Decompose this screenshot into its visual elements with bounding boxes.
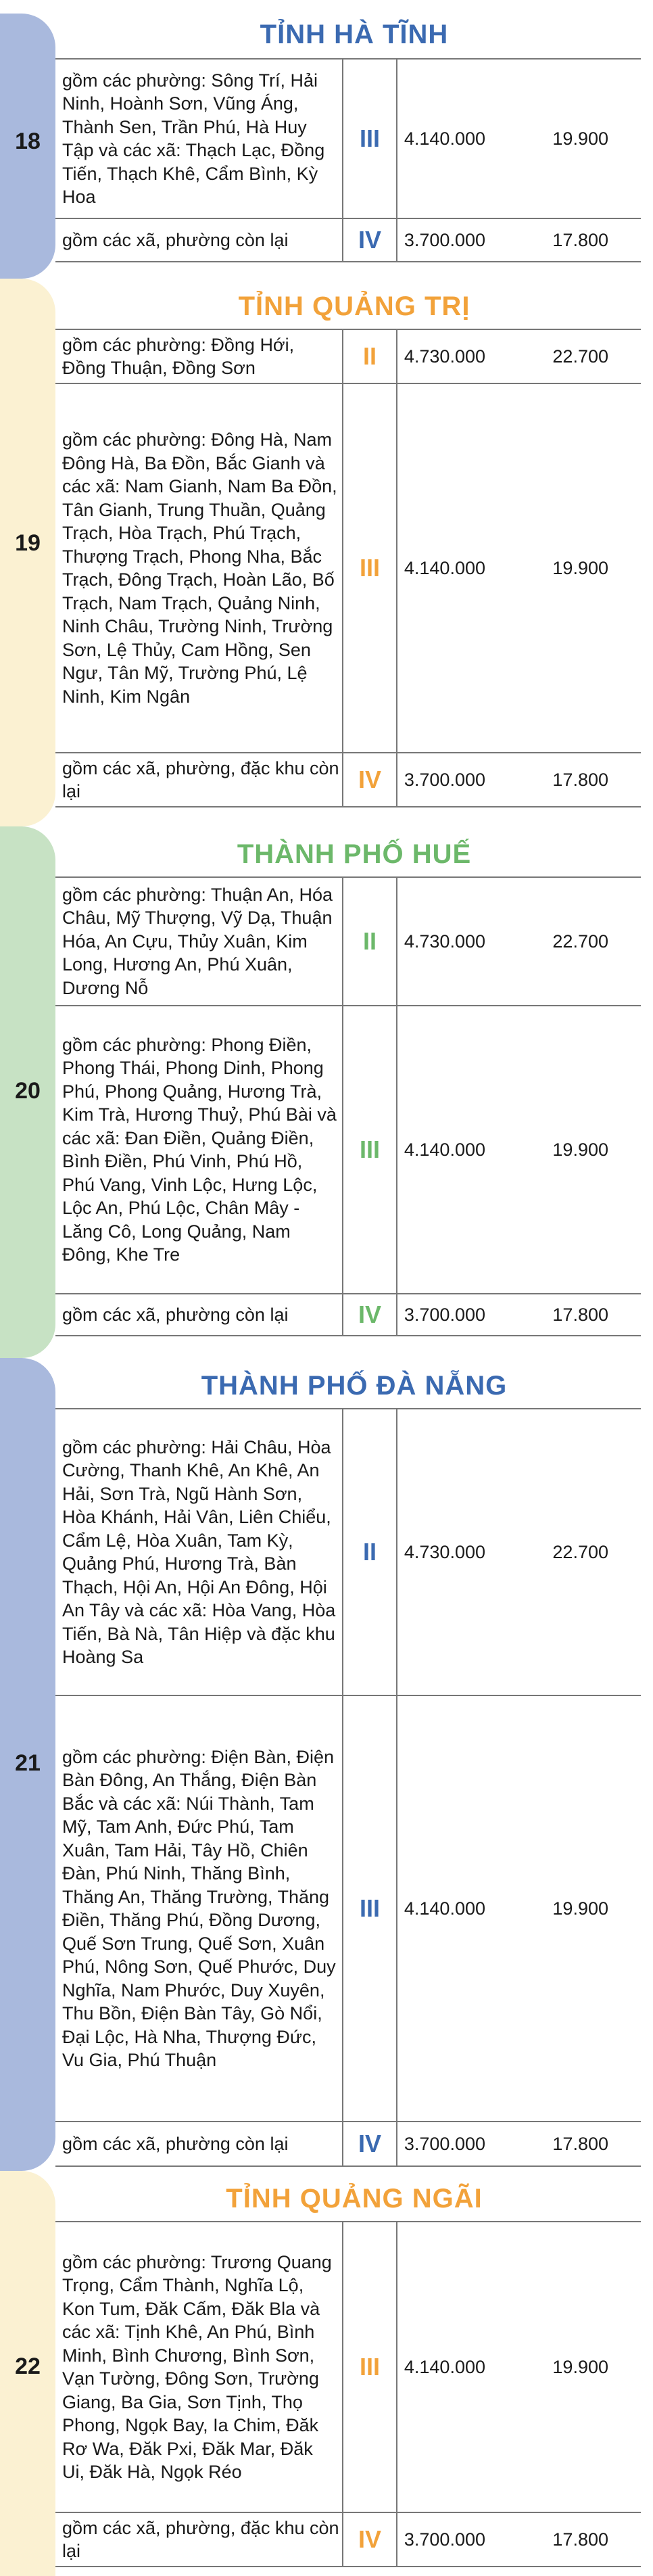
table-row	[55, 1294, 641, 1336]
table-row	[55, 59, 641, 218]
region-class: IV	[343, 2512, 397, 2567]
wage-table	[55, 2221, 641, 2567]
region-class: IV	[343, 2122, 397, 2166]
monthly-wage: 4.140.000	[397, 1006, 492, 1294]
wage-table	[55, 876, 641, 1336]
province-title: TỈNH QUẢNG NGÃI	[226, 2184, 483, 2214]
monthly-wage: 3.700.000	[397, 2122, 492, 2166]
province-title: TỈNH QUẢNG TRỊ	[238, 291, 470, 321]
region-class: III	[343, 2222, 397, 2512]
area-description: gồm các xã, phường, đặc khu còn lại	[55, 2512, 343, 2567]
monthly-wage: 4.140.000	[397, 59, 492, 218]
table-row	[55, 877, 641, 1006]
hourly-wage: 22.700	[492, 877, 641, 1006]
province-section-quang-tri	[0, 279, 653, 826]
table-row	[55, 383, 641, 753]
region-number: 21	[15, 1750, 41, 1776]
table-row	[55, 2512, 641, 2567]
region-class: III	[343, 59, 397, 218]
monthly-wage: 4.140.000	[397, 1695, 492, 2122]
wage-table	[55, 329, 641, 807]
table-row	[55, 2122, 641, 2166]
region-class: IV	[343, 1294, 397, 1336]
province-title: THÀNH PHỐ HUẾ	[237, 839, 472, 869]
area-description: gồm các phường: Phong Điền, Phong Thái, Phong Dinh, Phong Phú, Phong Quảng, Hương Trà, Kim Trà, Hương Thuỷ, Phú Bài và các xã: Đan Điền, Quảng Điền, Bình Điền, Phú Vinh, Phú Hồ, Phú Vang, Vinh Lộc, Hưng Lộc, Lộc An, Phú Lộc, Chân Mây - Lăng Cô, Long Quảng, Nam Đông, Khe Tre	[55, 1006, 343, 1294]
hourly-wage: 17.800	[492, 753, 641, 807]
region-class: IV	[343, 218, 397, 262]
monthly-wage: 3.700.000	[397, 1294, 492, 1336]
table-row	[55, 1695, 641, 2122]
table-row	[55, 329, 641, 383]
province-section-quang-ngai	[0, 2171, 653, 2576]
province-section-da-nang	[0, 1358, 653, 2171]
region-class: II	[343, 877, 397, 1006]
monthly-wage: 4.140.000	[397, 383, 492, 753]
region-number: 20	[15, 1078, 41, 1104]
region-number: 19	[15, 530, 41, 556]
monthly-wage: 3.700.000	[397, 753, 492, 807]
table-row	[55, 2222, 641, 2512]
region-class: II	[343, 329, 397, 383]
hourly-wage: 19.900	[492, 1695, 641, 2122]
monthly-wage: 3.700.000	[397, 218, 492, 262]
region-class: II	[343, 1409, 397, 1695]
hourly-wage: 19.900	[492, 2222, 641, 2512]
province-section-ha-tinh	[0, 0, 653, 279]
area-description: gồm các xã, phường, đặc khu còn lại	[55, 753, 343, 807]
table-row	[55, 218, 641, 262]
area-description: gồm các xã, phường còn lại	[55, 218, 343, 262]
hourly-wage: 17.800	[492, 1294, 641, 1336]
table-row	[55, 753, 641, 807]
hourly-wage: 17.800	[492, 2122, 641, 2166]
hourly-wage: 19.900	[492, 1006, 641, 1294]
area-description: gồm các xã, phường còn lại	[55, 2122, 343, 2166]
wage-table	[55, 58, 641, 262]
area-description: gồm các phường: Sông Trí, Hải Ninh, Hoành Sơn, Vũng Áng, Thành Sen, Trần Phú, Hà Huy Tập và các xã: Thạch Lạc, Đồng Tiến, Thạch Khê, Cẩm Bình, Kỳ Hoa	[55, 59, 343, 218]
area-description: gồm các phường: Điện Bàn, Điện Bàn Đông, An Thắng, Điện Bàn Bắc và các xã: Núi Thành, Tam Mỹ, Tam Anh, Đức Phú, Tam Xuân, Tam Hải, Tây Hồ, Chiên Đàn, Phú Ninh, Thăng Bình, Thăng An, Thăng Trường, Thăng Điền, Thăng Phú, Đồng Dương, Quế Sơn Trung, Quế Sơn, Xuân Phú, Nông Sơn, Quế Phước, Duy Nghĩa, Nam Phước, Duy Xuyên, Thu Bồn, Điện Bàn Tây, Gò Nổi, Đại Lộc, Hà Nha, Thượng Đức, Vu Gia, Phú Thuận	[55, 1695, 343, 2122]
province-section-hue	[0, 826, 653, 1358]
region-number: 18	[15, 128, 41, 154]
hourly-wage: 19.900	[492, 59, 641, 218]
area-description: gồm các phường: Thuận An, Hóa Châu, Mỹ Thượng, Vỹ Dạ, Thuận Hóa, An Cựu, Thủy Xuân, Kim Long, Hương An, Phú Xuân, Dương Nỗ	[55, 877, 343, 1006]
monthly-wage: 4.730.000	[397, 329, 492, 383]
table-row	[55, 1409, 641, 1695]
hourly-wage: 17.800	[492, 2512, 641, 2567]
region-class: III	[343, 1695, 397, 2122]
hourly-wage: 19.900	[492, 383, 641, 753]
table-row	[55, 1006, 641, 1294]
hourly-wage: 22.700	[492, 1409, 641, 1695]
area-description: gồm các phường: Đồng Hới, Đồng Thuận, Đồng Sơn	[55, 329, 343, 383]
monthly-wage: 3.700.000	[397, 2512, 492, 2567]
area-description: gồm các phường: Hải Châu, Hòa Cường, Thanh Khê, An Khê, An Hải, Sơn Trà, Ngũ Hành Sơn, Hòa Khánh, Hải Vân, Liên Chiểu, Cẩm Lệ, Hòa Xuân, Tam Kỳ, Quảng Phú, Hương Trà, Bàn Thạch, Hội An, Hội An Đông, Hội An Tây và các xã: Hòa Vang, Hòa Tiến, Bà Nà, Tân Hiệp và đặc khu Hoàng Sa	[55, 1409, 343, 1695]
province-title: TỈNH HÀ TĨNH	[260, 20, 449, 49]
region-class: IV	[343, 753, 397, 807]
monthly-wage: 4.140.000	[397, 2222, 492, 2512]
monthly-wage: 4.730.000	[397, 1409, 492, 1695]
province-title: THÀNH PHỐ ĐÀ NẴNG	[201, 1371, 508, 1401]
hourly-wage: 22.700	[492, 329, 641, 383]
area-description: gồm các phường: Đông Hà, Nam Đông Hà, Ba Đồn, Bắc Gianh và các xã: Nam Gianh, Nam Ba Đồn, Tân Gianh, Trung Thuần, Quảng Trạch, Hòa Trạch, Phú Trạch, Thượng Trạch, Phong Nha, Bắc Trạch, Đông Trạch, Hoàn Lão, Bố Trạch, Nam Trạch, Quảng Ninh, Ninh Châu, Trường Ninh, Trường Sơn, Lệ Thủy, Cam Hồng, Sen Ngư, Tân Mỹ, Trường Phú, Lệ Ninh, Kim Ngân	[55, 383, 343, 753]
region-class: III	[343, 383, 397, 753]
wage-table	[55, 1408, 641, 2167]
area-description: gồm các xã, phường còn lại	[55, 1294, 343, 1336]
region-class: III	[343, 1006, 397, 1294]
area-description: gồm các phường: Trương Quang Trọng, Cẩm Thành, Nghĩa Lộ, Kon Tum, Đăk Cấm, Đăk Bla và các xã: Tịnh Khê, An Phú, Bình Minh, Bình Chương, Bình Sơn, Vạn Tường, Đông Sơn, Trường Giang, Ba Gia, Sơn Tịnh, Thọ Phong, Ngọk Bay, Ia Chim, Đăk Rơ Wa, Đăk Pxi, Đăk Mar, Đăk Ui, Đăk Hà, Ngọk Réo	[55, 2222, 343, 2512]
region-number: 22	[15, 2353, 41, 2379]
monthly-wage: 4.730.000	[397, 877, 492, 1006]
hourly-wage: 17.800	[492, 218, 641, 262]
